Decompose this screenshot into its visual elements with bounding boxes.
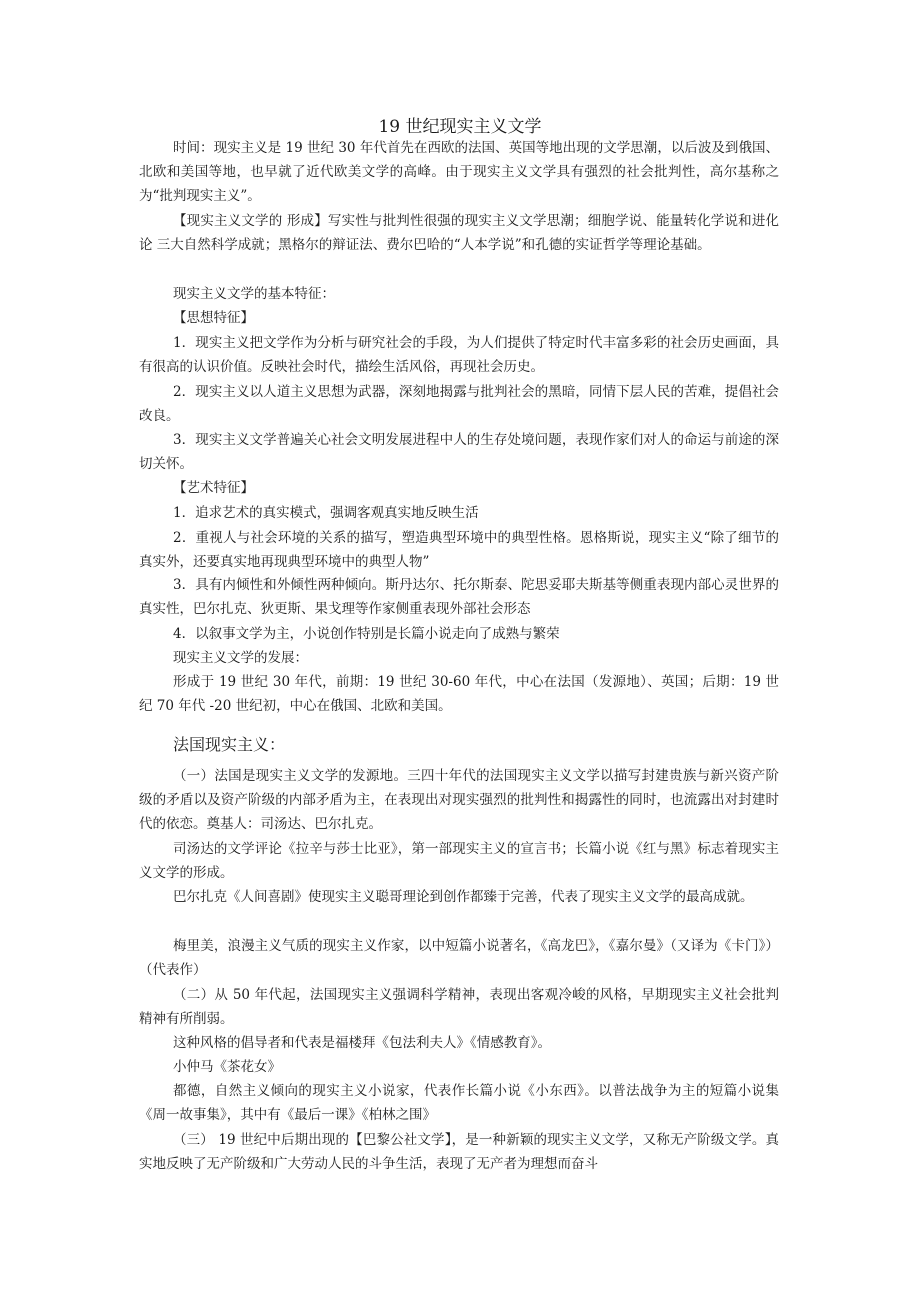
- france-paragraph-dumas: 小仲马《茶花女》: [173, 1059, 281, 1075]
- france-paragraph-1: （一）法国是现实主义文学的发源地。三四十年代的法国现实主义文学以描写封建贵族与新兴资产阶级的矛盾以及资产阶级的内部矛盾为主，在表现出对现实强烈的批判性和揭露性的同时，也流露出对封建时代的依恋。奠基人：司汤达、巴尔扎克。: [139, 768, 779, 833]
- thought-item-2: 2．现实主义以人道主义思想为武器，深刻地揭露与批判社会的黑暗，同情下层人民的苦难，提倡社会改良。: [139, 384, 779, 425]
- art-item-1: 1．追求艺术的真实模式，强调客观真实地反映生活: [173, 505, 479, 521]
- thought-item-3: 3．现实主义文学普遍关心社会文明发展进程中人的生存处境问题，表现作家们对人的命运与前途的深切关怀。: [139, 432, 779, 473]
- france-paragraph-merimee: 梅里美，浪漫主义气质的现实主义作家，以中短篇小说著名，《高龙巴》，《嘉尔曼》（又译为《卡门》）（代表作）: [139, 938, 779, 979]
- art-item-2: 2．重视人与社会环境的关系的描写，塑造典型环境中的典型性格。恩格斯说，现实主义“除了细节的真实外，还要真实地再现典型环境中的典型人物”: [139, 530, 779, 571]
- thought-item-1: 1．现实主义把文学作为分析与研究社会的手段，为人们提供了特定时代丰富多彩的社会历史画面，具有很高的认识价值。反映社会时代，描绘生活风俗，再现社会历史。: [139, 335, 779, 376]
- paragraph-development-heading: 现实主义文学的发展：: [173, 650, 308, 666]
- france-paragraph-3: （三） 19 世纪中后期出现的【巴黎公社文学】，是一种新颖的现实主义文学，又称无产阶级文学。真实地反映了无产阶级和广大劳动人民的斗争生活，表现了无产者为理想而奋斗: [139, 1132, 779, 1173]
- art-item-3: 3．具有内倾性和外倾性两种倾向。斯丹达尔、托尔斯泰、陀思妥耶夫斯基等侧重表现内部心灵世界的真实性，巴尔扎克、狄更斯、果戈理等作家侧重表现外部社会形态: [139, 577, 779, 618]
- section-heading-france: 法国现实主义：: [173, 735, 286, 754]
- france-paragraph-flaubert: 这种风格的倡导者和代表是福楼拜《包法利夫人》《情感教育》。: [173, 1035, 551, 1051]
- paragraph-development: 形成于 19 世纪 30 年代，前期：19 世纪 30-60 年代，中心在法国（发源地）、英国；后期：19 世纪 70 年代 -20 世纪初，中心在俄国、北欧和美国。: [139, 674, 779, 715]
- page-title: 19 世纪现实主义文学: [378, 117, 542, 137]
- heading-art-features: 【艺术特征】: [173, 480, 254, 496]
- paragraph-basic-features: 现实主义文学的基本特征：: [173, 286, 335, 302]
- france-paragraph-balzac: 巴尔扎克《人间喜剧》使现实主义聪哥理论到创作都臻于完善，代表了现实主义文学的最高成就。: [173, 889, 754, 905]
- france-paragraph-daudet: 都德，自然主义倾向的现实主义小说家，代表作长篇小说《小东西》。以普法战争为主的短篇小说集《周一故事集》，其中有《最后一课》《柏林之围》: [139, 1083, 779, 1124]
- paragraph-time: 时间：现实主义是 19 世纪 30 年代首先在西欧的法国、英国等地出现的文学思潮，以后波及到俄国、北欧和美国等地，也早就了近代欧美文学的高峰。由于现实主义文学具有强烈的社会批判性，高尔基称之为“批判现实主义”。: [139, 140, 779, 205]
- france-paragraph-2: （二）从 50 年代起，法国现实主义强调科学精神，表现出客观冷峻的风格，早期现实主义社会批判精神有所削弱。: [139, 987, 779, 1028]
- heading-thought-features: 【思想特征】: [173, 310, 254, 326]
- paragraph-formation: 【现实主义文学的 形成】写实性与批判性很强的现实主义文学思潮；细胞学说、能量转化学说和进化论 三大自然科学成就；黑格尔的辩证法、费尔巴哈的“人本学说”和孔德的实证哲学等理论基础。: [139, 213, 779, 254]
- france-paragraph-stendhal: 司汤达的文学评论《拉辛与莎士比亚》，第一部现实主义的宣言书；长篇小说《红与黑》标志着现实主义文学的形成。: [139, 841, 779, 882]
- art-item-4: 4．以叙事文学为主，小说创作特别是长篇小说走向了成熟与繁荣: [173, 626, 560, 642]
